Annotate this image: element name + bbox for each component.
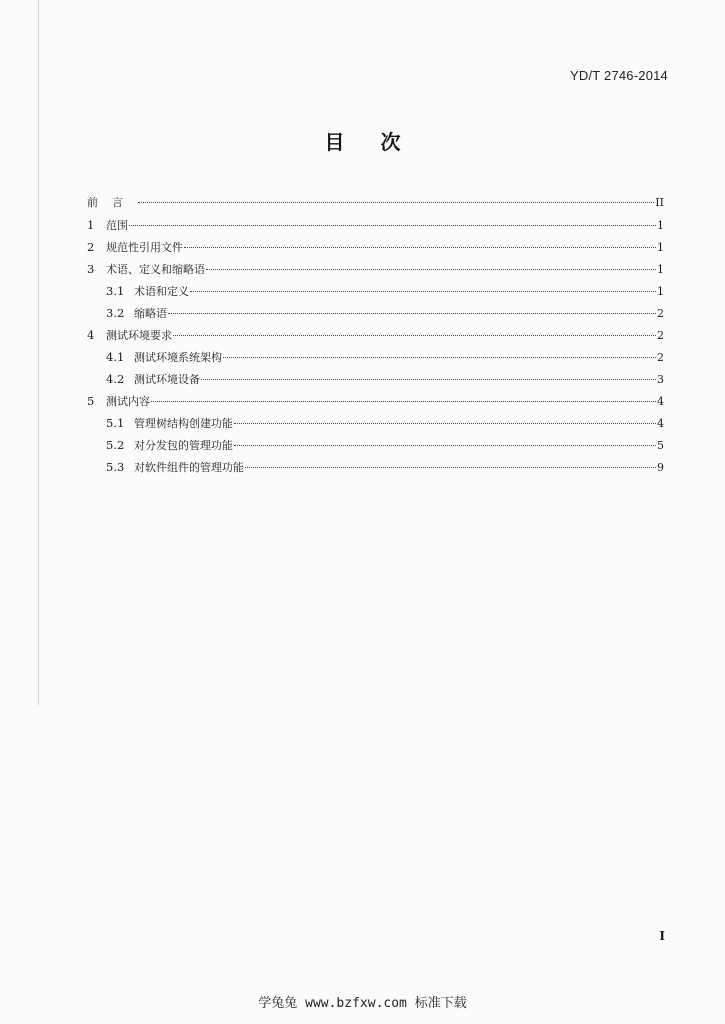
toc-dot-leader [234, 445, 656, 446]
toc-dot-leader [168, 313, 656, 314]
toc-entry-label: 范围 [106, 219, 128, 232]
toc-entry-number: 5.2 [106, 438, 125, 452]
toc-dot-leader [245, 467, 656, 468]
toc-dot-leader [223, 357, 656, 358]
binding-margin-line [38, 0, 39, 705]
footer-watermark: 学兔兔 www.bzfxw.com 标准下载 [258, 996, 467, 1011]
toc-dot-leader [151, 401, 656, 402]
page-title: 目次 [324, 130, 437, 154]
toc-entry-page: 1 [657, 263, 664, 276]
toc-entry-label: 测试内容 [106, 395, 150, 408]
toc-entry-label: 术语和定义 [134, 285, 189, 298]
toc-entry-management-tree[interactable] [87, 412, 664, 434]
toc-entry-label: 测试环境设备 [134, 373, 200, 386]
toc-entry-label: 测试环境要求 [106, 329, 172, 342]
table-of-contents [87, 192, 664, 478]
toc-entry-foreword[interactable] [87, 192, 664, 214]
toc-entry-label: 规范性引用文件 [106, 241, 183, 254]
toc-entry-label: 前言 [87, 196, 137, 209]
toc-entry-number: 4 [87, 328, 95, 342]
toc-entry-page: 9 [657, 461, 664, 474]
toc-entry-abbreviations[interactable] [87, 302, 664, 324]
toc-dot-leader [129, 225, 656, 226]
toc-entry-test-content[interactable] [87, 390, 664, 412]
toc-entry-page: 4 [657, 417, 664, 430]
toc-entry-page: II [655, 196, 664, 209]
toc-entry-number: 2 [87, 240, 95, 254]
toc-entry-label: 缩略语 [134, 307, 167, 320]
toc-entry-terms[interactable] [87, 258, 664, 280]
toc-entry-label: 术语、定义和缩略语 [106, 263, 205, 276]
toc-entry-page: 1 [657, 241, 664, 254]
toc-entry-number: 4.2 [106, 372, 125, 386]
toc-entry-page: 2 [657, 351, 664, 364]
toc-entry-number: 1 [87, 218, 95, 232]
toc-entry-page: 5 [657, 439, 664, 452]
toc-entry-number: 3 [87, 262, 95, 276]
toc-entry-number: 5.3 [106, 460, 125, 474]
page-number: I [659, 929, 665, 943]
toc-entry-page: 2 [657, 329, 664, 342]
toc-entry-page: 1 [657, 285, 664, 298]
toc-dot-leader [184, 247, 656, 248]
toc-dot-leader [201, 379, 656, 380]
toc-dot-leader [190, 291, 656, 292]
toc-entry-test-environment[interactable] [87, 324, 664, 346]
toc-entry-number: 5.1 [106, 416, 125, 430]
toc-entry-page: 4 [657, 395, 664, 408]
toc-entry-label: 对软件组件的管理功能 [134, 461, 244, 474]
toc-entry-number: 3.1 [106, 284, 125, 298]
toc-dot-leader [206, 269, 656, 270]
toc-dot-leader [138, 202, 654, 203]
toc-dot-leader [173, 335, 656, 336]
toc-entry-number: 4.1 [106, 350, 125, 364]
toc-entry-label: 对分发包的管理功能 [134, 439, 233, 452]
toc-entry-label: 管理树结构创建功能 [134, 417, 233, 430]
toc-entry-label: 测试环境系统架构 [134, 351, 222, 364]
toc-entry-page: 2 [657, 307, 664, 320]
toc-entry-scope[interactable] [87, 214, 664, 236]
standard-code: YD/T 2746-2014 [570, 68, 668, 83]
toc-entry-page: 1 [657, 219, 664, 232]
toc-dot-leader [234, 423, 656, 424]
toc-entry-system-architecture[interactable] [87, 346, 664, 368]
toc-entry-terms-definitions[interactable] [87, 280, 664, 302]
toc-entry-number: 5 [87, 394, 95, 408]
toc-entry-distribution-package[interactable] [87, 434, 664, 456]
toc-entry-normative-references[interactable] [87, 236, 664, 258]
toc-entry-number: 3.2 [106, 306, 125, 320]
toc-entry-page: 3 [657, 373, 664, 386]
toc-entry-software-components[interactable] [87, 456, 664, 478]
toc-entry-test-equipment[interactable] [87, 368, 664, 390]
